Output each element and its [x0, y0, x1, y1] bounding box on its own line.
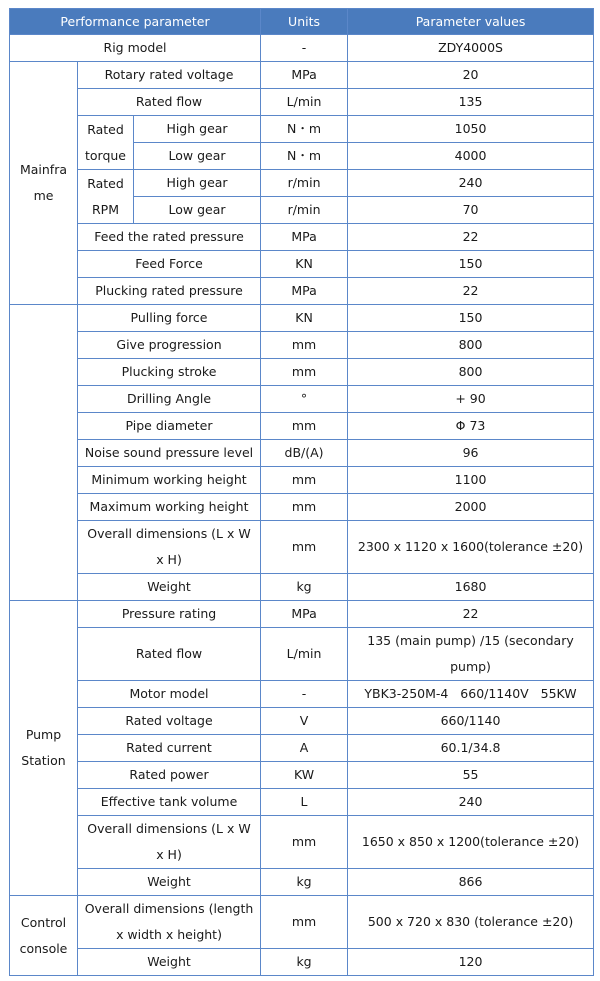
row-label: High gear — [134, 116, 261, 143]
group-rated-torque: Rated torque — [78, 116, 134, 170]
table-row — [10, 869, 594, 896]
row-unit: mm — [261, 332, 348, 359]
row-unit: MPa — [261, 224, 348, 251]
row-value: 20 — [348, 62, 594, 89]
row-unit: ° — [261, 386, 348, 413]
row-value: + 90 — [348, 386, 594, 413]
header-param: Performance parameter — [10, 9, 261, 35]
section-mainframe: Mainfra me — [10, 62, 78, 305]
rig-row — [10, 35, 594, 62]
row-unit: MPa — [261, 62, 348, 89]
row-label: Low gear — [134, 143, 261, 170]
row-value: 2000 — [348, 494, 594, 521]
row-value: Φ 73 — [348, 413, 594, 440]
row-unit: N・m — [261, 116, 348, 143]
row-label: Overall dimensions (L x W x H) — [78, 521, 261, 574]
row-label: Overall dimensions (length x width x height) — [78, 896, 261, 949]
table-row — [10, 251, 594, 278]
row-value: 135 — [348, 89, 594, 116]
row-unit: mm — [261, 359, 348, 386]
row-value: 1050 — [348, 116, 594, 143]
row-label: Noise sound pressure level — [78, 440, 261, 467]
rig-unit: - — [261, 35, 348, 62]
row-value: 800 — [348, 332, 594, 359]
table-row — [10, 278, 594, 305]
row-label: Rated flow — [78, 628, 261, 681]
header-values: Parameter values — [348, 9, 594, 35]
table-row — [10, 116, 594, 143]
row-unit: A — [261, 735, 348, 762]
row-label: Rated current — [78, 735, 261, 762]
table-row — [10, 467, 594, 494]
row-value: 2300 x 1120 x 1600(tolerance ±20) — [348, 521, 594, 574]
row-label: Feed the rated pressure — [78, 224, 261, 251]
table-row — [10, 89, 594, 116]
row-value: 70 — [348, 197, 594, 224]
row-value: 866 — [348, 869, 594, 896]
section-control-console: Control console — [10, 896, 78, 976]
row-value: 1680 — [348, 574, 594, 601]
row-unit: mm — [261, 494, 348, 521]
row-value: 660/1140 — [348, 708, 594, 735]
row-value: 120 — [348, 949, 594, 976]
table-row — [10, 440, 594, 467]
table-row — [10, 708, 594, 735]
table-row — [10, 896, 594, 949]
row-value: 4000 — [348, 143, 594, 170]
row-label: Effective tank volume — [78, 789, 261, 816]
row-label: Pipe diameter — [78, 413, 261, 440]
row-label: Pressure rating — [78, 601, 261, 628]
row-unit: mm — [261, 816, 348, 869]
table-row — [10, 62, 594, 89]
row-value: 22 — [348, 224, 594, 251]
row-unit: KW — [261, 762, 348, 789]
table-row — [10, 816, 594, 869]
table-row — [10, 386, 594, 413]
table-row — [10, 681, 594, 708]
section-general — [10, 305, 78, 601]
row-unit: kg — [261, 869, 348, 896]
table-row — [10, 494, 594, 521]
table-row — [10, 735, 594, 762]
table-row — [10, 521, 594, 574]
parameter-table — [9, 8, 594, 976]
row-label: Plucking rated pressure — [78, 278, 261, 305]
header-row — [10, 9, 594, 35]
row-label: Give progression — [78, 332, 261, 359]
row-value: 1650 x 850 x 1200(tolerance ±20) — [348, 816, 594, 869]
table-row — [10, 628, 594, 681]
row-unit: L — [261, 789, 348, 816]
row-label: Rotary rated voltage — [78, 62, 261, 89]
table-row — [10, 413, 594, 440]
row-value: 500 x 720 x 830 (tolerance ±20) — [348, 896, 594, 949]
row-value: 240 — [348, 789, 594, 816]
table-row — [10, 359, 594, 386]
row-label: Minimum working height — [78, 467, 261, 494]
row-label: Feed Force — [78, 251, 261, 278]
row-value: 96 — [348, 440, 594, 467]
rig-value: ZDY4000S — [348, 35, 594, 62]
row-label: Pulling force — [78, 305, 261, 332]
table-row — [10, 762, 594, 789]
rig-label: Rig model — [10, 35, 261, 62]
row-unit: MPa — [261, 278, 348, 305]
row-label: Motor model — [78, 681, 261, 708]
row-unit: - — [261, 681, 348, 708]
row-unit: kg — [261, 949, 348, 976]
row-unit: dB/(A) — [261, 440, 348, 467]
row-unit: N・m — [261, 143, 348, 170]
row-unit: KN — [261, 251, 348, 278]
row-label: Rated voltage — [78, 708, 261, 735]
row-label: Weight — [78, 574, 261, 601]
row-value: 240 — [348, 170, 594, 197]
row-label: Low gear — [134, 197, 261, 224]
row-unit: r/min — [261, 170, 348, 197]
table-row — [10, 305, 594, 332]
row-value: 22 — [348, 278, 594, 305]
row-label: Drilling Angle — [78, 386, 261, 413]
row-unit: MPa — [261, 601, 348, 628]
row-unit: L/min — [261, 89, 348, 116]
row-value: YBK3-250M-4 660/1140V 55KW — [348, 681, 594, 708]
row-value: 135 (main pump) /15 (secondary pump) — [348, 628, 594, 681]
row-value: 60.1/34.8 — [348, 735, 594, 762]
row-label: Plucking stroke — [78, 359, 261, 386]
table-row — [10, 789, 594, 816]
row-value: 55 — [348, 762, 594, 789]
section-pump-station: Pump Station — [10, 601, 78, 896]
row-value: 800 — [348, 359, 594, 386]
row-label: Overall dimensions (L x W x H) — [78, 816, 261, 869]
table-row — [10, 332, 594, 359]
row-value: 150 — [348, 251, 594, 278]
table-row — [10, 601, 594, 628]
header-units: Units — [261, 9, 348, 35]
row-unit: V — [261, 708, 348, 735]
row-label: Rated power — [78, 762, 261, 789]
row-unit: L/min — [261, 628, 348, 681]
row-unit: mm — [261, 413, 348, 440]
row-label: Weight — [78, 869, 261, 896]
row-unit: mm — [261, 467, 348, 494]
table-row — [10, 170, 594, 197]
row-label: Maximum working height — [78, 494, 261, 521]
row-unit: KN — [261, 305, 348, 332]
group-rated-rpm: Rated RPM — [78, 170, 134, 224]
row-unit: kg — [261, 574, 348, 601]
table-row — [10, 224, 594, 251]
row-unit: mm — [261, 896, 348, 949]
row-value: 150 — [348, 305, 594, 332]
row-label: High gear — [134, 170, 261, 197]
row-label: Weight — [78, 949, 261, 976]
table-row — [10, 949, 594, 976]
row-label: Rated flow — [78, 89, 261, 116]
row-value: 22 — [348, 601, 594, 628]
row-unit: mm — [261, 521, 348, 574]
row-unit: r/min — [261, 197, 348, 224]
row-value: 1100 — [348, 467, 594, 494]
table-row — [10, 574, 594, 601]
